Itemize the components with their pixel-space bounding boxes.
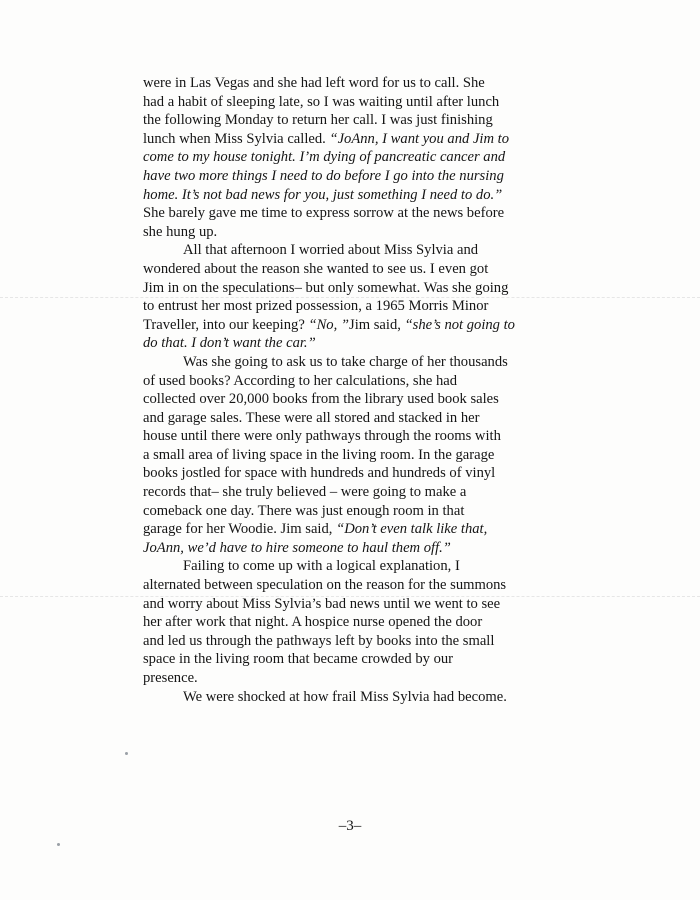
text-segment: were in Las Vegas and she had left word for us to call. She bbox=[143, 75, 485, 91]
italic-text: “she’s not going to bbox=[404, 316, 515, 333]
text-line bbox=[143, 93, 568, 112]
italic-text: come to my house tonight. I’m dying of pancreatic cancer and bbox=[143, 149, 506, 166]
italic-text: “JoAnn, I want you and Jim to bbox=[329, 130, 510, 147]
text-line bbox=[143, 204, 568, 223]
text-line bbox=[143, 446, 568, 465]
text-line bbox=[143, 464, 568, 483]
text-line bbox=[143, 390, 568, 409]
text-segment: of used books? According to her calculations, she had bbox=[143, 372, 458, 389]
text-segment: Failing to come up with a logical explanation, I bbox=[183, 558, 460, 575]
italic-text: do that. I don’t want the car.” bbox=[143, 335, 316, 352]
text-segment: We were shocked at how frail Miss Sylvia had become. bbox=[183, 688, 507, 705]
text-line bbox=[143, 669, 568, 688]
text-segment: her after work that night. A hospice nurse opened the door bbox=[143, 614, 483, 631]
text-line bbox=[143, 279, 568, 298]
text-segment: and worry about Miss Sylvia’s bad news until we went to see bbox=[143, 595, 501, 612]
text-line bbox=[143, 632, 568, 651]
text-line bbox=[143, 223, 568, 242]
text-line bbox=[143, 316, 568, 335]
text-segment: and led us through the pathways left by books into the small bbox=[143, 632, 495, 649]
text-line bbox=[143, 427, 568, 446]
text-line bbox=[143, 613, 568, 632]
text-segment: Jim said, bbox=[349, 316, 405, 333]
text-line bbox=[143, 576, 568, 595]
paragraph-first-line bbox=[143, 353, 568, 372]
paragraph-first-line bbox=[143, 688, 568, 707]
page-number: –3– bbox=[338, 818, 362, 834]
italic-text: home. It’s not bad news for you, just something I need to do.” bbox=[143, 186, 503, 203]
text-segment: comeback one day. There was just enough room in that bbox=[143, 502, 465, 519]
text-segment: wondered about the reason she wanted to see us. I even got bbox=[143, 260, 489, 277]
text-segment: a small area of living space in the living room. In the garage bbox=[143, 446, 495, 463]
paragraph-first-line bbox=[143, 241, 568, 260]
scan-speck bbox=[57, 843, 60, 846]
italic-text: have two more things I need to do before I go into the nursing bbox=[143, 167, 504, 184]
text-segment: the following Monday to return her call. I was just finishing bbox=[143, 112, 493, 129]
text-segment: Traveller, into our keeping? bbox=[143, 316, 309, 333]
text-line bbox=[143, 260, 568, 279]
text-segment: collected over 20,000 books from the library used book sales bbox=[143, 391, 499, 408]
text-line bbox=[143, 148, 568, 167]
text-line bbox=[143, 186, 568, 205]
italic-text: “Don’t even talk like that, bbox=[336, 521, 488, 538]
italic-text: JoAnn, we’d have to hire someone to haul them off.” bbox=[143, 539, 451, 556]
text-segment: presence. bbox=[143, 670, 198, 686]
text-line bbox=[143, 130, 568, 149]
text-segment: All that afternoon I worried about Miss Sylvia and bbox=[183, 242, 479, 259]
text-line bbox=[143, 483, 568, 502]
text-segment: garage for her Woodie. Jim said, bbox=[143, 521, 337, 538]
text-segment: Jim in on the speculations– but only somewhat. Was she going bbox=[143, 279, 509, 296]
text-line bbox=[143, 520, 568, 539]
text-segment: had a habit of sleeping late, so I was waiting until after lunch bbox=[143, 93, 500, 110]
text-segment: house until there were only pathways through the rooms with bbox=[143, 428, 501, 445]
body-text bbox=[143, 74, 568, 706]
text-segment: alternated between speculation on the reason for the summons bbox=[143, 577, 507, 594]
text-line bbox=[143, 74, 568, 93]
text-line bbox=[143, 297, 568, 316]
text-line bbox=[143, 409, 568, 428]
text-segment: lunch when Miss Sylvia called. bbox=[143, 130, 330, 147]
text-segment: space in the living room that became crowded by our bbox=[143, 651, 454, 668]
text-line bbox=[143, 502, 568, 521]
text-line bbox=[143, 167, 568, 186]
text-segment: she hung up. bbox=[143, 223, 218, 240]
text-line bbox=[143, 111, 568, 130]
italic-text: “No, ” bbox=[308, 316, 350, 333]
text-line bbox=[143, 372, 568, 391]
text-line bbox=[143, 595, 568, 614]
text-segment: She barely gave me time to express sorrow at the news before bbox=[143, 205, 505, 222]
text-line bbox=[143, 334, 568, 353]
text-line bbox=[143, 650, 568, 669]
text-segment: Was she going to ask us to take charge of her thousands bbox=[183, 353, 508, 370]
text-segment: and garage sales. These were all stored and stacked in her bbox=[143, 409, 480, 426]
text-segment: records that– she truly believed – were going to make a bbox=[143, 484, 467, 501]
paragraph-first-line bbox=[143, 557, 568, 576]
text-segment: books jostled for space with hundreds and hundreds of vinyl bbox=[143, 465, 496, 482]
scan-speck bbox=[125, 752, 128, 755]
text-line bbox=[143, 539, 568, 558]
text-segment: to entrust her most prized possession, a 1965 Morris Minor bbox=[143, 298, 489, 315]
